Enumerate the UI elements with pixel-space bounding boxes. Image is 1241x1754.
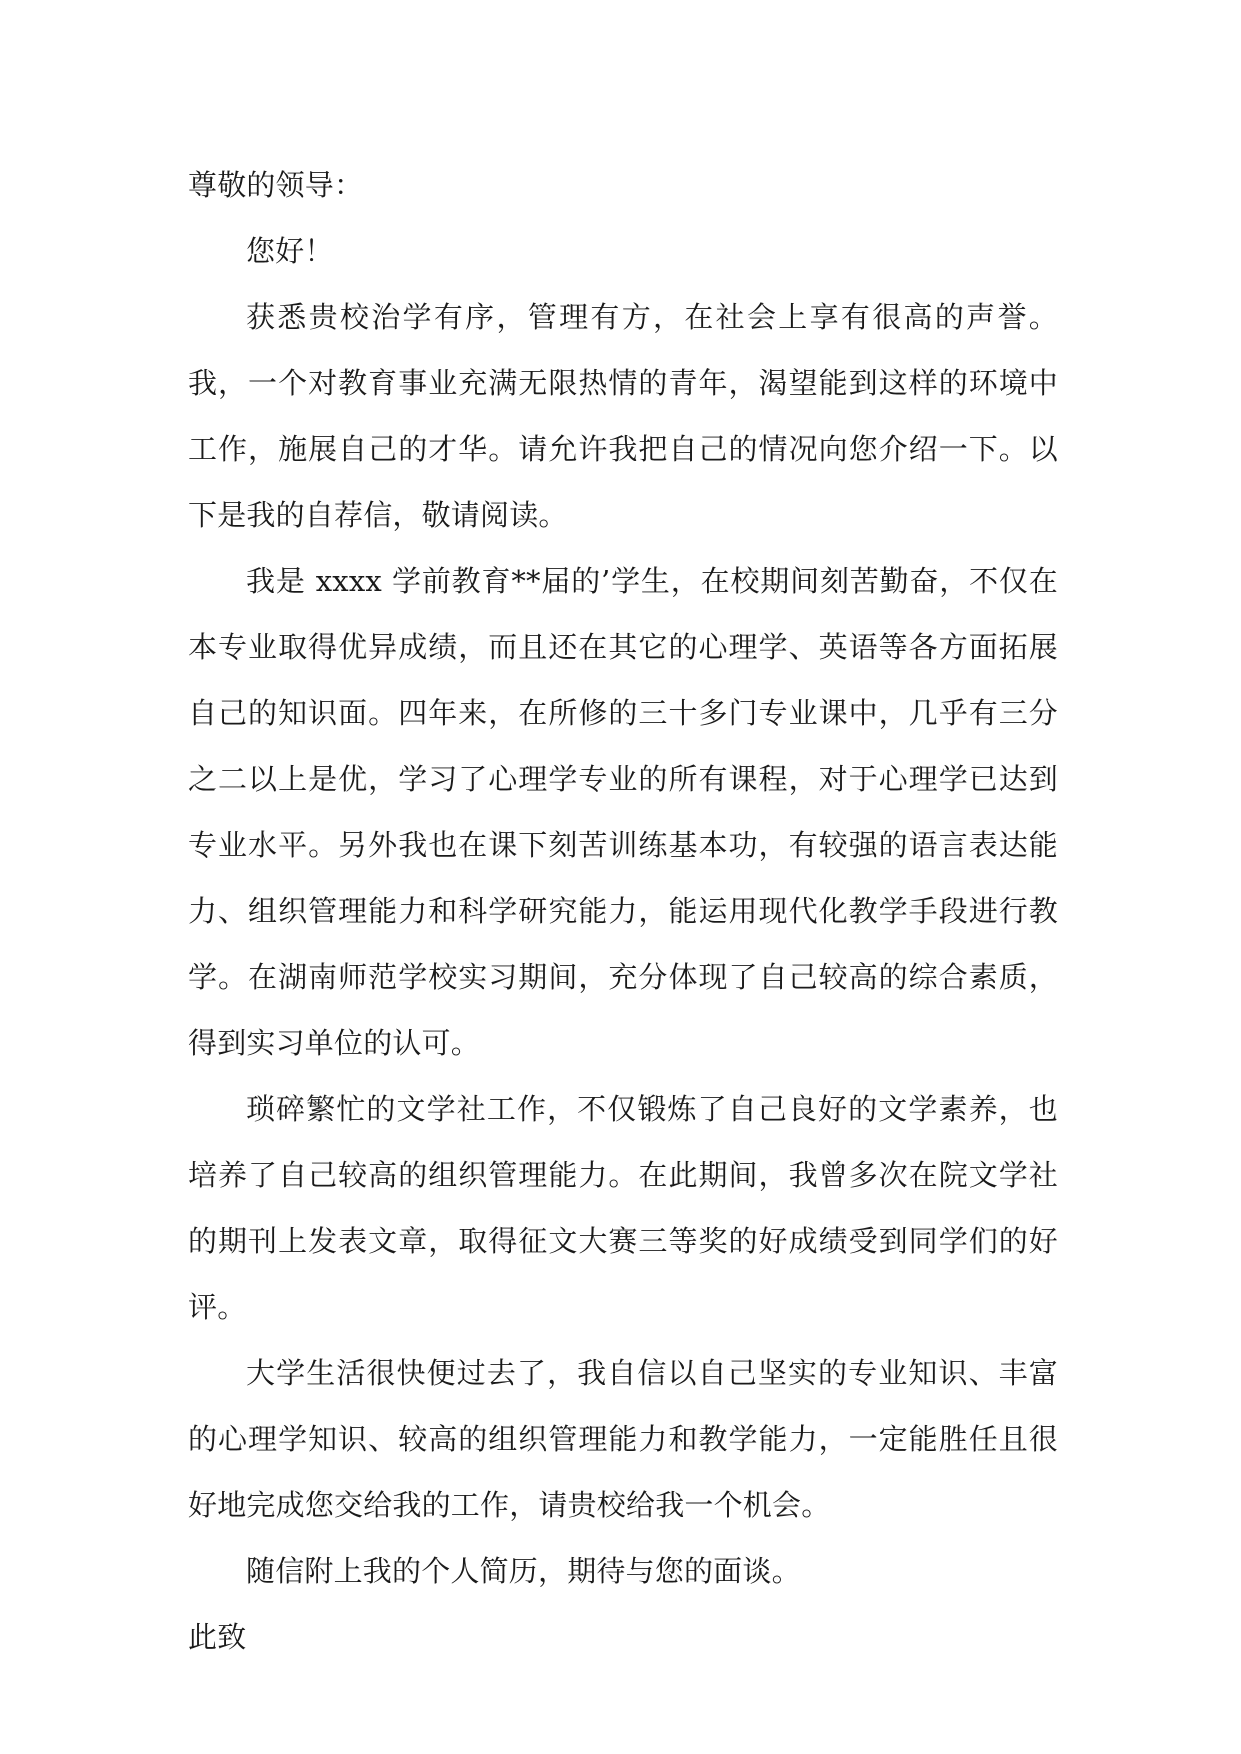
paragraph-intro: 获悉贵校治学有序，管理有方，在社会上享有很高的声誉。我，一个对教育事业充满无限热情的青年，渴望能到这样的环境中工作，施展自己的才华。请允许我把自己的情况向您介绍一下。以下是我的自荐信，敬请阅读。 bbox=[188, 300, 1058, 532]
paragraph-background: 我是 xxxx 学前教育**届的’学生，在校期间刻苦勤奋，不仅在本专业取得优异成绩，而且还在其它的心理学、英语等各方面拓展自己的知识面。四年来，在所修的三十多门专业课中，几乎有三分之二以上是优，学习了心理学专业的所有课程，对于心理学已达到专业水平。另外我也在课下刻苦训练基本功，有较强的语言表达能力、组织管理能力和科学研究能力，能运用现代化教学手段进行教学。在湖南师范学校实习期间，充分体现了自己较高的综合素质，得到实习单位的认可。 bbox=[188, 564, 1058, 1060]
opening-line: 您好！ bbox=[246, 234, 334, 268]
paragraph-resume-note: 随信附上我的个人简历，期待与您的面谈。 bbox=[246, 1554, 801, 1588]
letter-body bbox=[188, 0, 1058, 1670]
paragraph-literary-club: 琐碎繁忙的文学社工作，不仅锻炼了自己良好的文学素养，也培养了自己较高的组织管理能力。在此期间，我曾多次在院文学社的期刊上发表文章，取得征文大赛三等奖的好成绩受到同学们的好评。 bbox=[188, 1092, 1058, 1324]
paragraph-conclusion: 大学生活很快便过去了，我自信以自己坚实的专业知识、丰富的心理学知识、较高的组织管理能力和教学能力，一定能胜任且很好地完成您交给我的工作，请贵校给我一个机会。 bbox=[188, 1356, 1058, 1522]
closing-line: 此致 bbox=[188, 1620, 247, 1654]
salutation: 尊敬的领导： bbox=[188, 168, 364, 202]
